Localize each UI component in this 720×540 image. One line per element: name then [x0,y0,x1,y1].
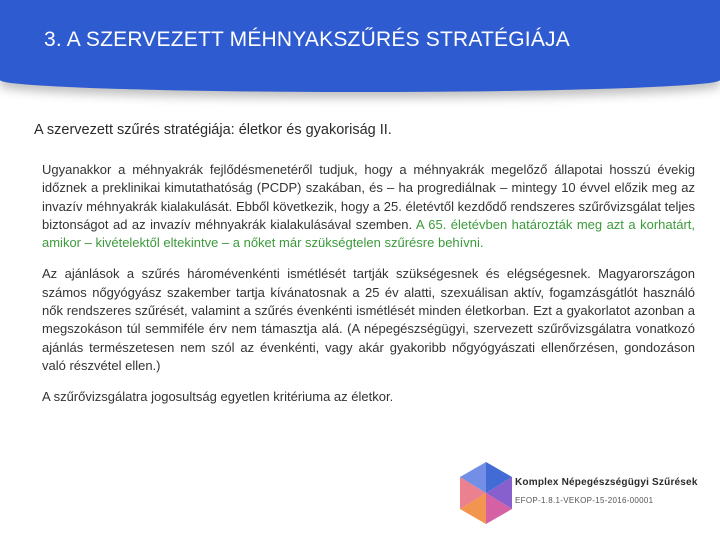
paragraph-1-highlight: A 65. életévben határozták meg azt a korhatárt, amikor – kivételektől eltekintve – a nőket már szükségtelen szűrésre behívni. [42,216,696,251]
program-logo [448,452,716,534]
header-band [0,0,720,92]
slide-title: 3. A SZERVEZETT MÉHNYAKSZŰRÉS STRATÉGIÁJA [44,28,570,51]
logo-name: Komplex Népegészségügyi Szűrések [515,477,698,488]
paragraph-1-text: Ugyanakkor a méhnyakrák fejlődésmenetéről tudjuk, hogy a méhnyakrák megelőző állapotai hosszú évekig időznek a preklinikai kimutathatóság (PCDP) szakában, és – ha progrediálnak – mintegy 10 évvel előzik meg az invazív méhnyakrák kialakulását. Ebből következik, hogy a 25. életévtől kezdődő rendszeres szűrővizsgálat teljes biztonságot ad az invazív méhnyakrák kialakulásával szemben. [42,162,695,232]
paragraph-2: Az ajánlások a szűrés háromévenkénti ismétlését tartják szükségesnek és elégségesnek. Magyarországon számos nőgyógyász szakember tartja kívánatosnak a 25 év alatti, szexuálisan aktív, fogamzásgátlót használó nők rendszeres szűrését, valamint a szűrés évenkénti ismétlését minden életkorban. Ezt a gyakorlatot azonban a megszokáson túl semmiféle érv nem támasztja alá. (A népegészségügyi, szervezett szűrővizsgálatra vonatkozó ajánlás természetesen nem szól az évenkénti, vagy akár gyakoribb nőgyógyászati ellenőrzésen, gondozáson való részvétel ellen.) [42,266,695,373]
logo-code: EFOP-1.8.1-VEKOP-15-2016-00001 [515,496,654,505]
content-body [42,161,695,420]
paragraph-3: A szűrővizsgálatra jogosultság egyetlen kritériuma az életkor. [42,389,394,405]
paragraph-1 [42,161,695,252]
slide-subtitle: A szervezett szűrés stratégiája: életkor és gyakoriság II. [34,122,392,138]
hexagon-logo-icon [456,460,516,526]
